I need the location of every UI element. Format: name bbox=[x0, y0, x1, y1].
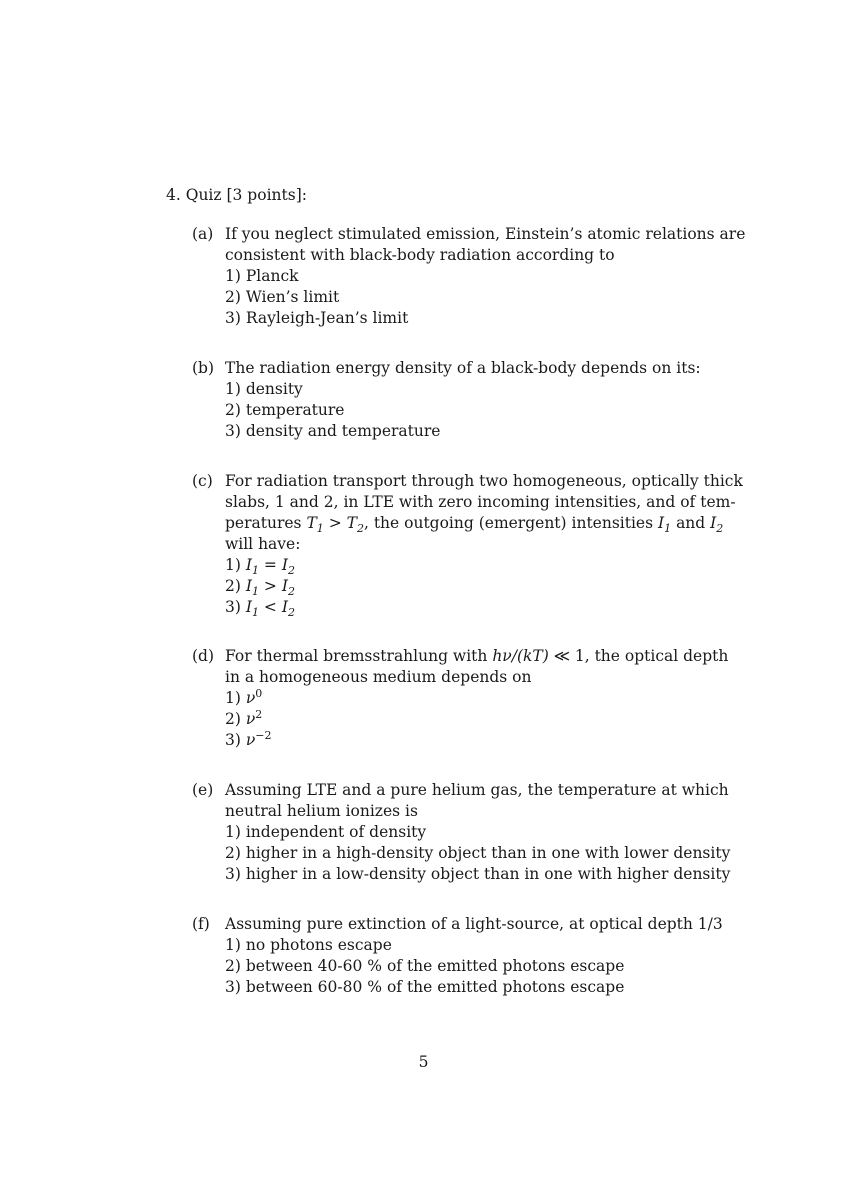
question-text: peratures bbox=[225, 514, 302, 532]
question-label: (b) bbox=[192, 359, 215, 377]
question-text: For thermal bremsstrahlung with bbox=[225, 647, 488, 665]
answer-option: 3) higher in a low-density object than in one with higher density bbox=[225, 865, 731, 883]
page-number: 5 bbox=[418, 1053, 429, 1071]
question-text: and bbox=[676, 514, 706, 532]
question-c bbox=[192, 471, 743, 620]
answer-option: 1) independent of density bbox=[225, 823, 427, 841]
answer-option: 1) no photons escape bbox=[225, 936, 392, 954]
question-text: The radiation energy density of a black-body depends on its: bbox=[225, 359, 701, 377]
question-label: (a) bbox=[192, 225, 214, 243]
answer-option: 1) $\nu^0$ bbox=[225, 686, 263, 707]
question-label: (f) bbox=[192, 915, 210, 933]
answer-option: 2) between 40-60 % of the emitted photons escape bbox=[225, 957, 625, 975]
answer-option: 3) $\nu^{-2}$ bbox=[225, 728, 272, 749]
question-text: Assuming LTE and a pure helium gas, the temperature at which bbox=[225, 781, 729, 799]
question-label: (e) bbox=[192, 781, 214, 799]
question-a bbox=[192, 224, 746, 329]
temperature-relation: $T_1 > T_2$ bbox=[306, 514, 364, 536]
answer-option: 3) Rayleigh-Jean’s limit bbox=[225, 309, 409, 327]
answer-option: 2) temperature bbox=[225, 401, 345, 419]
quiz-heading bbox=[166, 184, 307, 206]
answer-option: 1) $I_1 = I_2$ bbox=[225, 556, 295, 578]
question-e bbox=[192, 780, 731, 885]
question-f bbox=[192, 914, 723, 998]
question-text: , the outgoing (emergent) intensities bbox=[363, 514, 654, 532]
question-text: Assuming pure extinction of a light-source, at optical depth 1/3 bbox=[225, 915, 723, 933]
question-text: consistent with black-body radiation according to bbox=[225, 246, 615, 264]
answer-option: 2) Wien’s limit bbox=[225, 288, 340, 306]
question-d bbox=[192, 646, 729, 751]
intensity-i2: $I_2$ bbox=[710, 514, 724, 536]
quiz-number: 4. bbox=[166, 186, 181, 204]
question-text-math bbox=[225, 513, 724, 536]
answer-option: 2) $\nu^2$ bbox=[225, 707, 263, 728]
answer-option: 2) $I_1 > I_2$ bbox=[225, 577, 295, 599]
answer-option: 1) density bbox=[225, 380, 303, 398]
answer-option: 3) between 60-80 % of the emitted photons escape bbox=[225, 978, 625, 996]
question-text: in a homogeneous medium depends on bbox=[225, 668, 532, 686]
question-text: will have: bbox=[225, 535, 301, 553]
answer-option: 3) $I_1 < I_2$ bbox=[225, 598, 295, 620]
question-text-math: For thermal bremsstrahlung with hν/(kT) ≪ 1, the optical depth bbox=[225, 647, 729, 665]
question-text: neutral helium ionizes is bbox=[225, 802, 418, 820]
question-label: (c) bbox=[192, 472, 213, 490]
question-text: For radiation transport through two homogeneous, optically thick bbox=[225, 472, 743, 490]
question-label: (d) bbox=[192, 647, 215, 665]
question-b bbox=[192, 358, 712, 442]
question-text: slabs, 1 and 2, in LTE with zero incoming intensities, and of tem- bbox=[225, 493, 736, 511]
bremsstrahlung-condition: hν/(kT) bbox=[492, 647, 549, 665]
answer-option: 1) Planck bbox=[225, 267, 299, 285]
quiz-title: Quiz [3 points]: bbox=[185, 186, 307, 204]
answer-option: 3) density and temperature bbox=[225, 422, 441, 440]
question-text: , the optical depth bbox=[584, 647, 729, 665]
question-text: If you neglect stimulated emission, Einstein’s atomic relations are bbox=[225, 225, 746, 243]
intensity-i1: $I_1$ bbox=[658, 514, 672, 536]
answer-option: 2) higher in a high-density object than in one with lower density bbox=[225, 844, 731, 862]
